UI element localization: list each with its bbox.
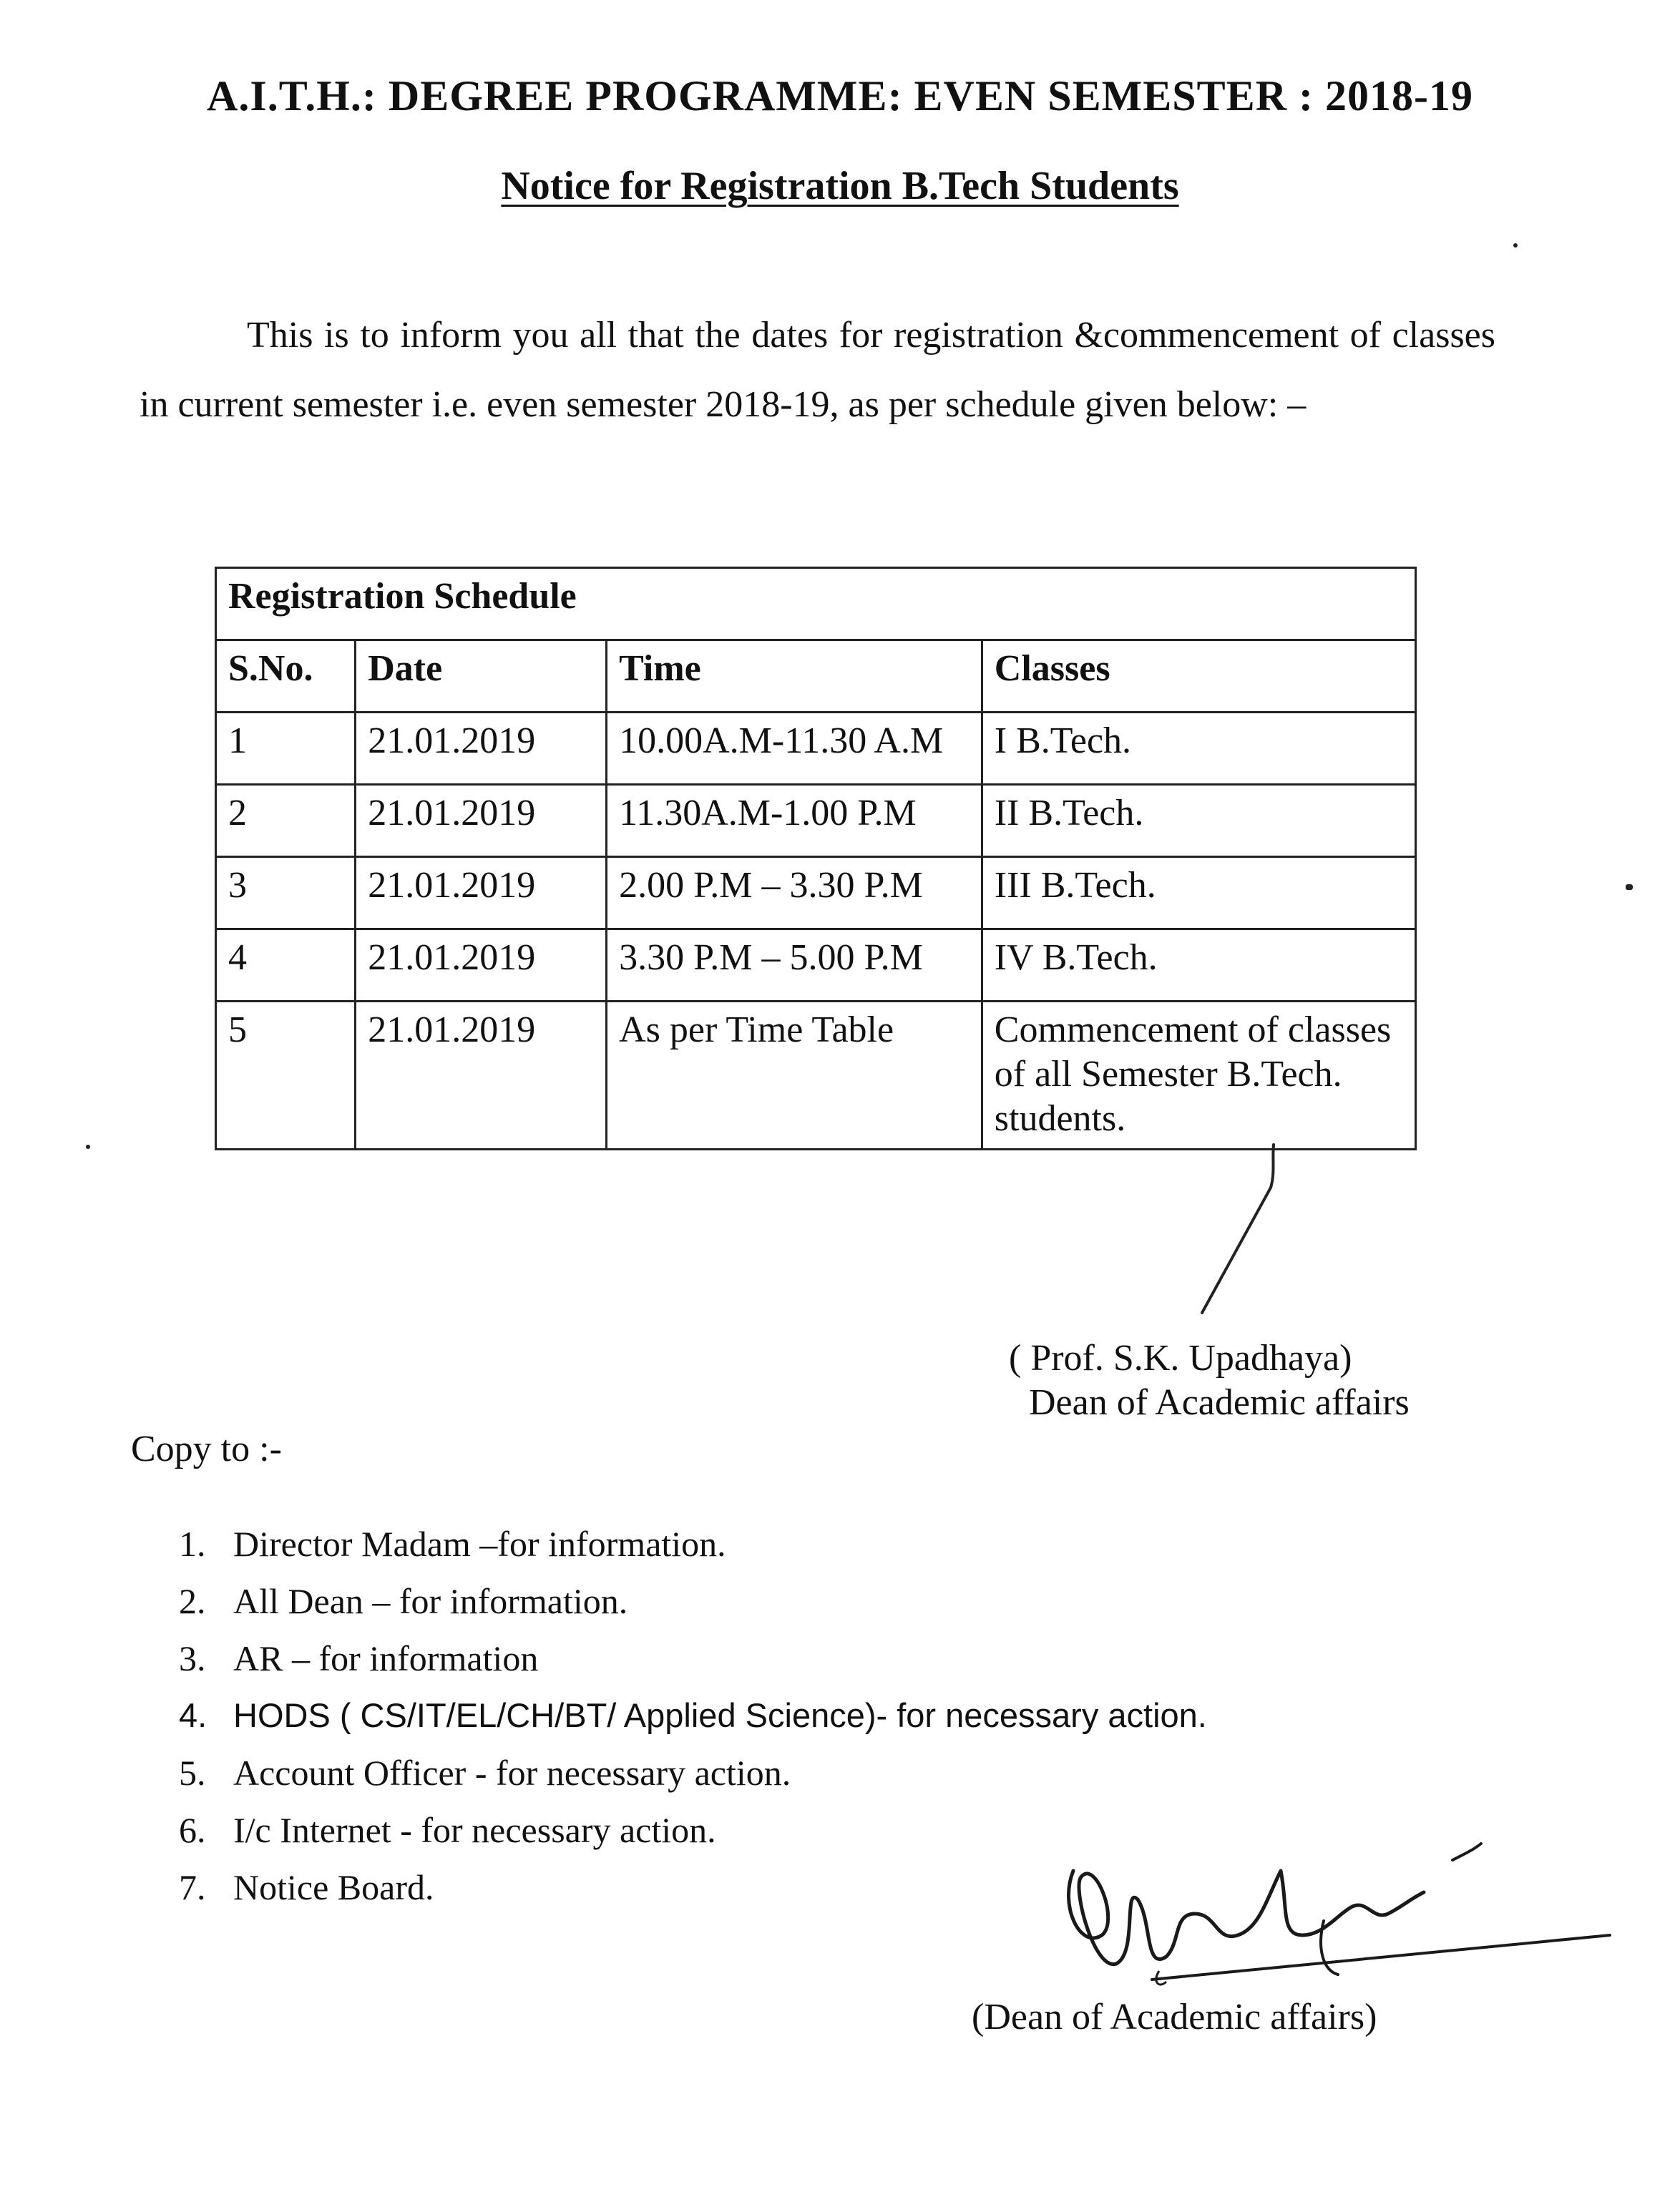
table-caption: Registration Schedule (216, 568, 1416, 640)
cell-classes: II B.Tech. (982, 785, 1415, 857)
cell-time: 2.00 P.M – 3.30 P.M (607, 857, 982, 929)
table-row (216, 857, 1416, 929)
cell-time: 3.30 P.M – 5.00 P.M (607, 929, 982, 1002)
cell-date: 21.01.2019 (356, 1002, 607, 1150)
cell-sno: 4 (216, 929, 356, 1002)
notice-subtitle: Notice for Registration B.Tech Students (501, 164, 1179, 208)
handwritten-signature (1052, 1828, 1639, 1992)
list-item: 3. AR – for information (179, 1638, 539, 1678)
cell-time: 11.30A.M-1.00 P.M (607, 785, 982, 857)
cell-time: As per Time Table (607, 1002, 982, 1150)
scan-speck (1626, 884, 1633, 890)
table-row (216, 785, 1416, 857)
cell-date: 21.01.2019 (356, 857, 607, 929)
signatory-designation: Dean of Academic affairs (1029, 1382, 1410, 1423)
list-item: 1. Director Madam –for information. (179, 1524, 726, 1564)
registration-schedule-table (215, 567, 1417, 1150)
intro-paragraph: This is to inform you all that the dates for registration &commencement of classes in current semester i.e. even semester 2018-19, as per schedule given below: – (140, 315, 1495, 425)
scan-speck (86, 1145, 90, 1149)
signature-stroke (1181, 1137, 1309, 1324)
signatory-block (1009, 1336, 1410, 1425)
cell-classes: III B.Tech. (982, 857, 1415, 929)
column-header-date: Date (356, 640, 607, 713)
copy-to-label: Copy to :- (131, 1429, 282, 1469)
cell-date: 21.01.2019 (356, 713, 607, 785)
list-item: 7. Notice Board. (179, 1867, 434, 1907)
cell-classes: I B.Tech. (982, 713, 1415, 785)
cell-classes: Commencement of classes of all Semester B.Tech. students. (982, 1002, 1415, 1150)
notice-title: A.I.T.H.: DEGREE PROGRAMME: EVEN SEMESTER : 2018-19 (207, 72, 1473, 119)
table-row (216, 713, 1416, 785)
column-header-classes: Classes (982, 640, 1415, 713)
list-item: 6. I/c Internet - for necessary action. (179, 1810, 716, 1850)
list-item: 5. Account Officer - for necessary action. (179, 1753, 791, 1793)
cell-time: 10.00A.M-11.30 A.M (607, 713, 982, 785)
list-item: 4. HODS ( CS/IT/EL/CH/BT/ Applied Science)- for necessary action. (179, 1696, 1207, 1734)
cell-date: 21.01.2019 (356, 929, 607, 1002)
table-row (216, 929, 1416, 1002)
cell-date: 21.01.2019 (356, 785, 607, 857)
scan-speck (1513, 243, 1518, 248)
column-header-time: Time (607, 640, 982, 713)
cell-classes: IV B.Tech. (982, 929, 1415, 1002)
signatory-name: ( Prof. S.K. Upadhaya) (1009, 1338, 1352, 1379)
column-header-sno: S.No. (216, 640, 356, 713)
cell-sno: 3 (216, 857, 356, 929)
cell-sno: 2 (216, 785, 356, 857)
list-item: 2. All Dean – for information. (179, 1581, 628, 1621)
footer-signature-caption: (Dean of Academic affairs) (972, 1997, 1377, 2037)
cell-sno: 1 (216, 713, 356, 785)
cell-sno: 5 (216, 1002, 356, 1150)
table-row (216, 1002, 1416, 1150)
